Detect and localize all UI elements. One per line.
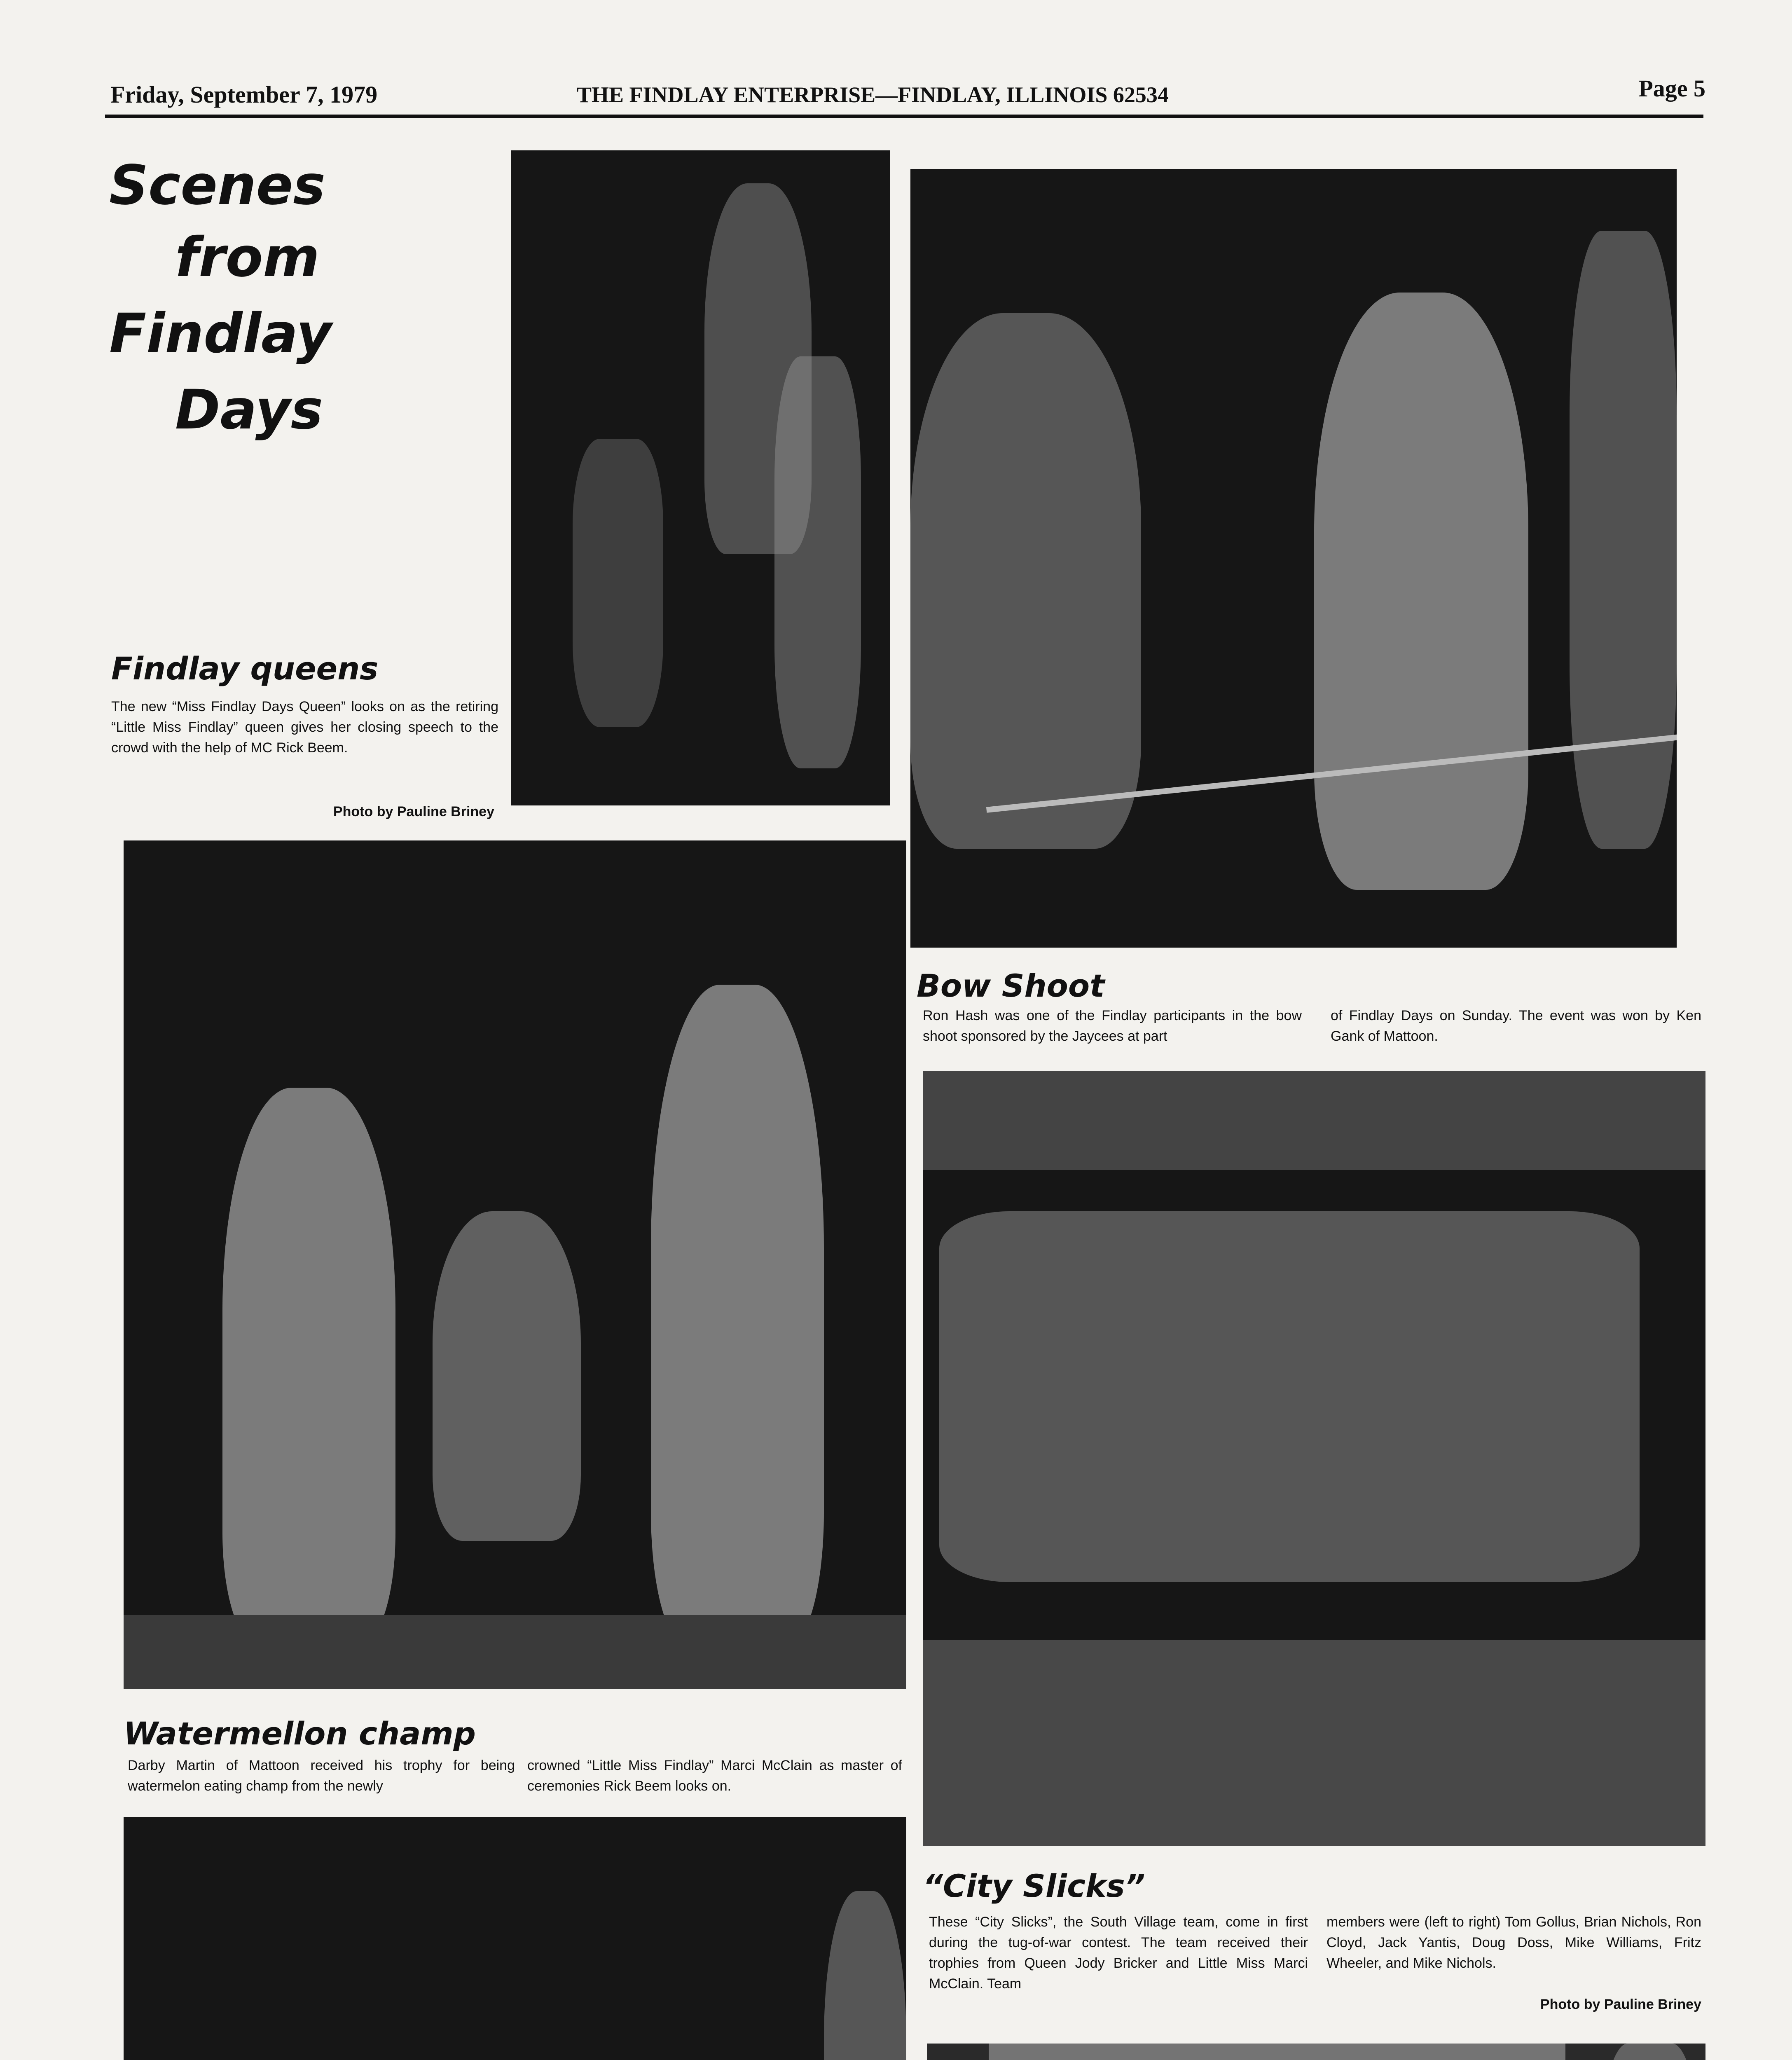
masthead-paper-name: THE FINDLAY ENTERPRISE—FINDLAY, ILLINOIS 62534: [577, 82, 1169, 107]
headline-bow-shoot: Bow Shoot: [917, 967, 1105, 1004]
feature-title-line-2: from: [175, 226, 320, 289]
caption-bow-shoot-left: Ron Hash was one of the Findlay participants in the bow shoot sponsored by the Jaycees at part: [923, 1008, 1302, 1044]
caption-bow-shoot-right: of Findlay Days on Sunday. The event was won by Ken Gank of Mattoon.: [1331, 1008, 1701, 1044]
photo-little-miss-crowned: [124, 1817, 906, 2060]
photo-city-slicks: [923, 1071, 1705, 1846]
photo-resting: [927, 2044, 1705, 2060]
masthead-rule: [105, 115, 1703, 118]
feature-title-line-4: Days: [175, 378, 323, 442]
feature-title-line-1: Scenes: [109, 154, 325, 217]
caption-watermellon-left: Darby Martin of Mattoon received his trophy for being watermelon eating champ from the newly: [128, 1758, 515, 1794]
caption-watermellon-right: crowned “Little Miss Findlay” Marci McClain as master of ceremonies Rick Beem looks on.: [527, 1758, 902, 1794]
credit-findlay-queens: Photo by Pauline Briney: [333, 804, 494, 819]
masthead-date: Friday, September 7, 1979: [110, 81, 378, 108]
caption-city-slicks-left: These “City Slicks”, the South Village team, come in first during the tug-of-war contest. The team received their trophies from Queen Jody Bricker and Little Miss Marci McClain. Team: [929, 1914, 1308, 1992]
photo-watermellon-champ: [124, 840, 906, 1689]
photo-findlay-queens: [511, 150, 890, 805]
feature-title-line-3: Findlay: [109, 302, 332, 365]
caption-city-slicks-right: members were (left to right) Tom Gollus, Brian Nichols, Ron Cloyd, Jack Yantis, Doug Doss, Mike Williams, Fritz Wheeler, and Mike Nichols.: [1326, 1914, 1701, 1971]
masthead-page-number: Page 5: [1638, 75, 1705, 102]
headline-findlay-queens: Findlay queens: [111, 650, 379, 687]
headline-watermellon-champ: Watermellon champ: [124, 1715, 476, 1752]
photo-bow-shoot: [910, 169, 1677, 948]
credit-city-slicks: Photo by Pauline Briney: [1540, 1997, 1701, 2012]
headline-city-slicks: “City Slicks”: [923, 1868, 1145, 1904]
caption-findlay-queens: The new “Miss Findlay Days Queen” looks on as the retiring “Little Miss Findlay” queen gives her closing speech to the crowd with the help of MC Rick Beem.: [111, 699, 498, 756]
